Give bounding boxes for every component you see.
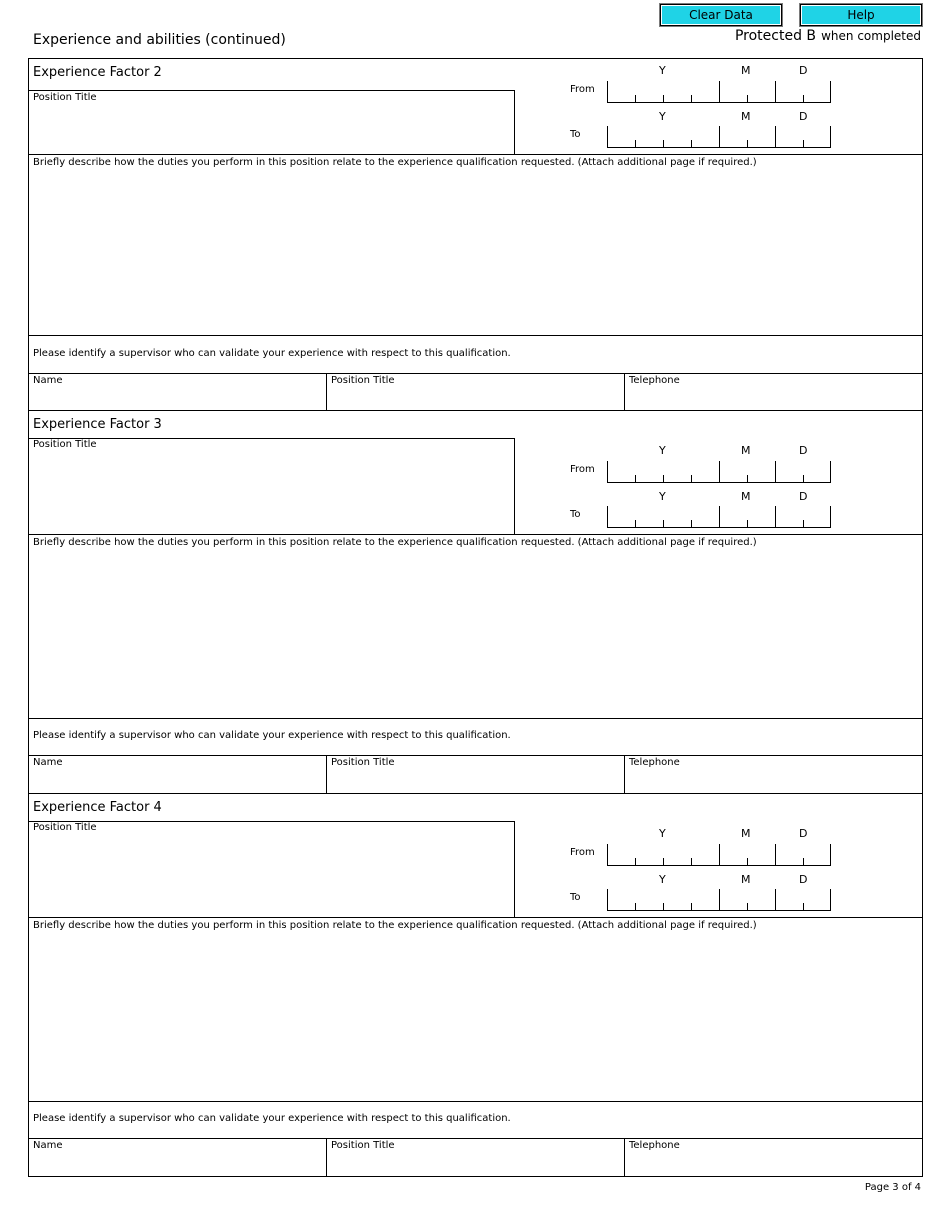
factor-4-name-label: Name [33, 1140, 63, 1151]
factor-2-supervisor-name-input[interactable] [30, 388, 324, 408]
page-title: Experience and abilities (continued) [33, 32, 286, 48]
factor-2-from-m-label: M [741, 64, 751, 77]
page-number: Page 3 of 4 [864, 1182, 921, 1193]
factor-4-describe-label: Briefly describe how the duties you perform in this position relate to the experience qualification requested. (Attach additional page if required.) [33, 920, 757, 931]
factor-2-supervisor-position-input[interactable] [328, 388, 622, 408]
factor-2-name-label: Name [33, 375, 63, 386]
factor-2-supervisor-telephone-input[interactable] [626, 388, 920, 408]
factor-4-from-date[interactable] [607, 844, 831, 866]
factor-4-to-y-label: Y [659, 873, 666, 886]
factor-3-description-input[interactable] [30, 550, 920, 716]
factor-2-to-m-label: M [741, 110, 751, 123]
factor-3-from-y-label: Y [659, 444, 666, 457]
factor-2-describe-label: Briefly describe how the duties you perform in this position relate to the experience qualification requested. (Attach additional page if required.) [33, 157, 757, 168]
factor-2-from-label: From [570, 84, 595, 95]
factor-3-supervisor-label: Please identify a supervisor who can validate your experience with respect to this qualification. [33, 730, 511, 741]
factor-4-to-d-label: D [799, 873, 808, 886]
factor-2-title: Experience Factor 2 [33, 65, 162, 80]
factor-3-telephone-label: Telephone [629, 757, 680, 768]
factor-3-to-date[interactable] [607, 506, 831, 528]
factor-4-position-title-label: Position Title [33, 822, 97, 833]
factor-4-to-date[interactable] [607, 889, 831, 911]
protected-notice [735, 25, 921, 44]
factor-3-to-m-label: M [741, 490, 751, 503]
factor-2-supervisor-label: Please identify a supervisor who can validate your experience with respect to this qualification. [33, 348, 511, 359]
factor-4-description-input[interactable] [30, 933, 920, 1099]
factor-2-to-label: To [570, 129, 581, 140]
factor-3-position-title-input[interactable] [30, 452, 512, 532]
factor-2-from-d-label: D [799, 64, 808, 77]
factor-4-supervisor-label: Please identify a supervisor who can validate your experience with respect to this qualification. [33, 1113, 511, 1124]
protected-level: Protected B [734, 28, 817, 44]
factor-2-to-y-label: Y [659, 110, 666, 123]
factor-3-to-y-label: Y [659, 490, 666, 503]
factor-2-to-d-label: D [799, 110, 808, 123]
factor-3-to-d-label: D [799, 490, 808, 503]
factor-4-supervisor-name-input[interactable] [30, 1153, 324, 1174]
factor-3-supervisor-position-label: Position Title [331, 757, 395, 768]
factor-3-from-date[interactable] [607, 461, 831, 483]
factor-4-position-title-input[interactable] [30, 835, 512, 915]
protected-suffix: when completed [821, 29, 921, 43]
factor-3-supervisor-telephone-input[interactable] [626, 770, 920, 791]
factor-2-position-title-input[interactable] [30, 105, 512, 153]
factor-3-from-label: From [570, 464, 595, 475]
factor-4-telephone-label: Telephone [629, 1140, 680, 1151]
factor-2-position-title-label: Position Title [33, 92, 97, 103]
factor-3-position-title-label: Position Title [33, 439, 97, 450]
factor-4-from-d-label: D [799, 827, 808, 840]
factor-2-from-y-label: Y [659, 64, 666, 77]
factor-3-from-m-label: M [741, 444, 751, 457]
factor-3-describe-label: Briefly describe how the duties you perform in this position relate to the experience qualification requested. (Attach additional page if required.) [33, 537, 757, 548]
factor-4-from-label: From [570, 847, 595, 858]
factor-2-to-date[interactable] [607, 126, 831, 148]
factor-4-from-y-label: Y [659, 827, 666, 840]
factor-2-from-date[interactable] [607, 81, 831, 103]
factor-4-to-m-label: M [741, 873, 751, 886]
factor-3-to-label: To [570, 509, 581, 520]
factor-3-supervisor-name-input[interactable] [30, 770, 324, 791]
factor-2-supervisor-position-label: Position Title [331, 375, 395, 386]
factor-3-title: Experience Factor 3 [33, 417, 162, 432]
factor-2-description-input[interactable] [30, 170, 920, 333]
factor-3-name-label: Name [33, 757, 63, 768]
help-button[interactable]: Help [800, 4, 922, 26]
factor-4-title: Experience Factor 4 [33, 800, 162, 815]
factor-4-supervisor-position-label: Position Title [331, 1140, 395, 1151]
factor-4-to-label: To [570, 892, 581, 903]
factor-3-supervisor-position-input[interactable] [328, 770, 622, 791]
factor-3-from-d-label: D [799, 444, 808, 457]
clear-data-button[interactable]: Clear Data [660, 4, 782, 26]
factor-4-supervisor-position-input[interactable] [328, 1153, 622, 1174]
factor-2-telephone-label: Telephone [629, 375, 680, 386]
factor-4-supervisor-telephone-input[interactable] [626, 1153, 920, 1174]
factor-4-from-m-label: M [741, 827, 751, 840]
